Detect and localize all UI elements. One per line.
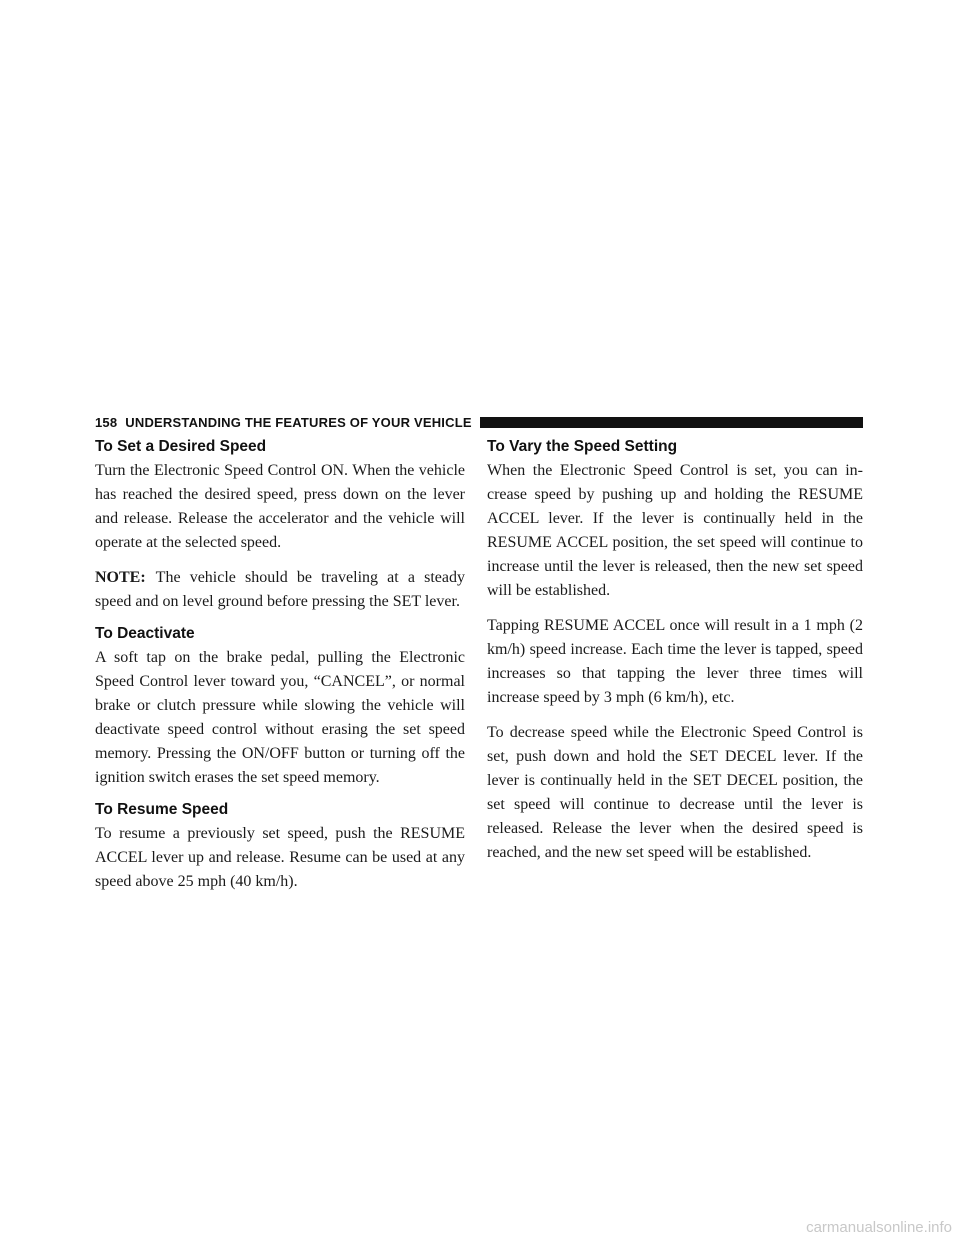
- page-number: 158: [95, 414, 118, 430]
- note-paragraph: [95, 566, 465, 614]
- right-column: [487, 438, 863, 876]
- heading-set-speed: To Set a Desired Speed: [95, 438, 267, 455]
- header-rule: [480, 417, 863, 428]
- paragraph-resume-speed: To resume a previously set speed, push the RESUME ACCEL lever up and release. Resume can be used at any speed above 25 mph (40 km/h).: [95, 825, 465, 890]
- watermark: carmanualsonline.info: [806, 1219, 952, 1236]
- paragraph-vary-1: When the Electronic Speed Control is set, you can in-crease speed by pushing up and holding the RESUME ACCEL lever. If the lever is continually held in the RESUME ACCEL position, the set speed will continue to increase until the lever is released, then the new set speed will be established.: [487, 462, 863, 599]
- heading-vary-speed: To Vary the Speed Setting: [487, 438, 678, 455]
- paragraph-vary-3: To decrease speed while the Electronic Speed Control is set, push down and hold the SET DECEL lever. If the lever is continually held in the SET DECEL position, the set speed will continue to decrease until the lever is released. Release the lever when the desired speed is reached, and the new set speed will be established.: [487, 724, 863, 861]
- note-text: The vehicle should be traveling at a steady speed and on level ground before pressing the SET lever.: [95, 569, 465, 610]
- heading-resume-speed: To Resume Speed: [95, 801, 229, 818]
- section-title: UNDERSTANDING THE FEATURES OF YOUR VEHICLE: [125, 414, 472, 430]
- heading-deactivate: To Deactivate: [95, 625, 195, 642]
- paragraph-vary-2: Tapping RESUME ACCEL once will result in a 1 mph (2 km/h) speed increase. Each time the lever is tapped, speed increases so that tapping the lever three times will increase speed by 3 mph (6 km/h), etc.: [487, 617, 863, 706]
- running-header: [95, 412, 863, 432]
- paragraph-deactivate: A soft tap on the brake pedal, pulling the Electronic Speed Control lever toward you, “CANCEL”, or normal brake or clutch pressure while slowing the vehicle will deactivate speed control without erasing the set speed memory. Pressing the ON/OFF button or turning off the ignition switch erases the set speed memory.: [95, 649, 465, 786]
- left-column: [95, 438, 465, 905]
- paragraph-set-speed: Turn the Electronic Speed Control ON. When the vehicle has reached the desired speed, press down on the lever and release. Release the accelerator and the vehicle will operate at the selected speed.: [95, 462, 465, 551]
- note-label: NOTE:: [95, 569, 146, 586]
